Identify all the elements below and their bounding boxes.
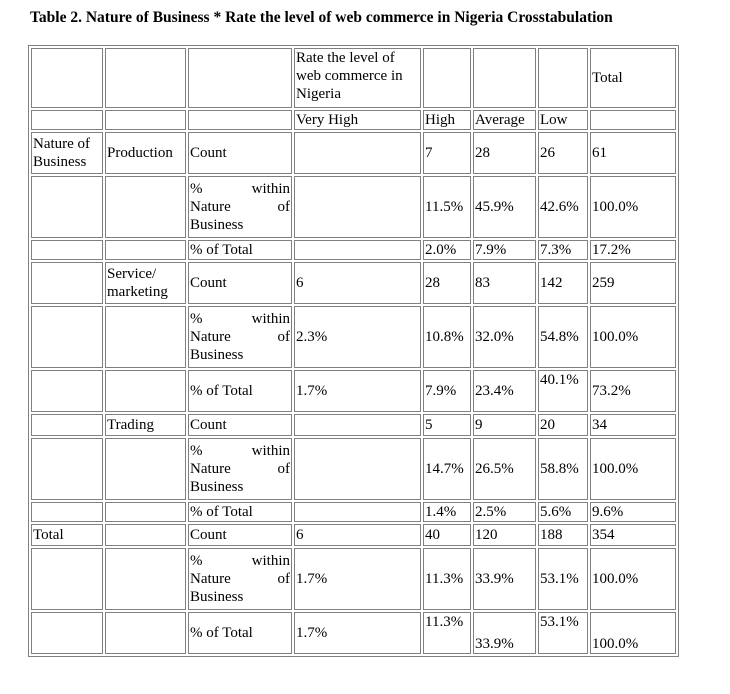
data-cell: 53.1% <box>538 612 588 654</box>
stat-label-line: Business <box>190 479 244 495</box>
table-row <box>31 524 676 546</box>
data-cell: 2.5% <box>473 502 536 522</box>
data-cell: 100.0% <box>590 612 676 654</box>
data-cell: 142 <box>538 262 588 304</box>
category-label <box>105 524 186 546</box>
stat-label-line: Nature of <box>190 199 290 215</box>
data-cell: 7.9% <box>473 240 536 260</box>
stat-label: % of Total <box>188 240 292 260</box>
data-cell: 28 <box>473 132 536 174</box>
stat-label-line: Nature of <box>190 329 290 345</box>
data-cell: 33.9% <box>473 612 536 654</box>
empty-cell <box>105 370 186 412</box>
empty-cell <box>105 176 186 238</box>
table-caption: Table 2. Nature of Business * Rate the level of web commerce in Nigeria Crosstabulation <box>30 9 613 26</box>
header-empty-cell <box>538 48 588 108</box>
data-cell: 17.2% <box>590 240 676 260</box>
data-cell: 40 <box>423 524 471 546</box>
data-cell <box>294 176 421 238</box>
data-cell: 28 <box>423 262 471 304</box>
data-cell: 40.1% <box>538 370 588 412</box>
data-cell: 5.6% <box>538 502 588 522</box>
data-cell: 1.7% <box>294 548 421 610</box>
stat-label-line: Nature of <box>190 571 290 587</box>
data-cell: 11.3% <box>423 548 471 610</box>
header-empty-cell <box>188 110 292 130</box>
empty-cell <box>105 502 186 522</box>
empty-cell <box>105 306 186 368</box>
level-low: Low <box>538 110 588 130</box>
stat-label-line: % within <box>190 311 290 327</box>
data-cell: 54.8% <box>538 306 588 368</box>
category-label: Production <box>105 132 186 174</box>
data-cell: 1.7% <box>294 612 421 654</box>
empty-cell <box>31 548 103 610</box>
stat-label <box>188 438 292 500</box>
stat-label <box>188 548 292 610</box>
header-empty-cell <box>105 48 186 108</box>
data-cell: 83 <box>473 262 536 304</box>
table-row <box>31 414 676 436</box>
header-empty-cell <box>31 110 103 130</box>
data-cell: 100.0% <box>590 548 676 610</box>
data-cell: 9.6% <box>590 502 676 522</box>
header-empty-cell <box>423 48 471 108</box>
data-cell <box>294 240 421 260</box>
table-row <box>31 240 676 260</box>
data-cell: 9 <box>473 414 536 436</box>
data-cell: 61 <box>590 132 676 174</box>
empty-cell <box>105 438 186 500</box>
data-cell: 259 <box>590 262 676 304</box>
stat-label: Count <box>188 524 292 546</box>
data-cell: 32.0% <box>473 306 536 368</box>
empty-cell <box>31 176 103 238</box>
data-cell: 100.0% <box>590 176 676 238</box>
crosstab-body <box>31 48 676 654</box>
empty-cell <box>31 502 103 522</box>
data-cell <box>294 438 421 500</box>
stat-label: % of Total <box>188 370 292 412</box>
category-label: Service/ marketing <box>105 262 186 304</box>
header-empty-cell <box>590 110 676 130</box>
data-cell: 5 <box>423 414 471 436</box>
data-cell: 14.7% <box>423 438 471 500</box>
data-cell: 42.6% <box>538 176 588 238</box>
data-cell: 10.8% <box>423 306 471 368</box>
stat-label: Count <box>188 262 292 304</box>
data-cell: 26 <box>538 132 588 174</box>
empty-cell <box>105 548 186 610</box>
data-cell: 11.3% <box>423 612 471 654</box>
stat-label-line: % within <box>190 443 290 459</box>
category-label: Trading <box>105 414 186 436</box>
stat-label-line: Business <box>190 347 244 363</box>
table-row <box>31 502 676 522</box>
data-cell: 34 <box>590 414 676 436</box>
row-group-label: Total <box>31 524 103 546</box>
crosstab-table <box>28 45 679 657</box>
data-cell <box>294 502 421 522</box>
data-cell: 11.5% <box>423 176 471 238</box>
level-very-high: Very High <box>294 110 421 130</box>
stat-label: Count <box>188 414 292 436</box>
total-header: Total <box>590 48 676 108</box>
data-cell: 33.9% <box>473 548 536 610</box>
data-cell: 20 <box>538 414 588 436</box>
data-cell <box>294 132 421 174</box>
level-header-row <box>31 110 676 130</box>
table-row <box>31 262 676 304</box>
data-cell <box>294 414 421 436</box>
data-cell: 354 <box>590 524 676 546</box>
data-cell: 7.9% <box>423 370 471 412</box>
stat-label: % of Total <box>188 612 292 654</box>
empty-cell <box>31 370 103 412</box>
data-cell: 120 <box>473 524 536 546</box>
level-average: Average <box>473 110 536 130</box>
table-row <box>31 176 676 238</box>
data-cell: 23.4% <box>473 370 536 412</box>
data-cell: 58.8% <box>538 438 588 500</box>
data-cell: 188 <box>538 524 588 546</box>
table-row <box>31 306 676 368</box>
table-row <box>31 548 676 610</box>
stat-label-line: Business <box>190 589 244 605</box>
empty-cell <box>31 414 103 436</box>
empty-cell <box>105 240 186 260</box>
stat-label: Count <box>188 132 292 174</box>
rate-header: Rate the level of web commerce in Nigeria <box>294 48 421 108</box>
stat-label <box>188 306 292 368</box>
table-row <box>31 370 676 412</box>
empty-cell <box>105 612 186 654</box>
stat-label <box>188 176 292 238</box>
data-cell: 6 <box>294 262 421 304</box>
data-cell: 7 <box>423 132 471 174</box>
header-empty-cell <box>473 48 536 108</box>
row-group-label: Nature of Business <box>31 132 103 174</box>
header-row <box>31 48 676 108</box>
data-cell: 53.1% <box>538 548 588 610</box>
level-high: High <box>423 110 471 130</box>
data-cell: 26.5% <box>473 438 536 500</box>
empty-cell <box>31 306 103 368</box>
data-cell: 6 <box>294 524 421 546</box>
table-row <box>31 438 676 500</box>
empty-cell <box>31 240 103 260</box>
data-cell: 7.3% <box>538 240 588 260</box>
data-cell: 2.3% <box>294 306 421 368</box>
header-empty-cell <box>31 48 103 108</box>
empty-cell <box>31 438 103 500</box>
data-cell: 100.0% <box>590 438 676 500</box>
table-row <box>31 132 676 174</box>
stat-label-line: % within <box>190 553 290 569</box>
data-cell: 100.0% <box>590 306 676 368</box>
data-cell: 1.4% <box>423 502 471 522</box>
stat-label: % of Total <box>188 502 292 522</box>
stat-label-line: Nature of <box>190 461 290 477</box>
header-empty-cell <box>105 110 186 130</box>
table-row <box>31 612 676 654</box>
data-cell: 45.9% <box>473 176 536 238</box>
empty-cell <box>31 612 103 654</box>
stat-label-line: % within <box>190 181 290 197</box>
header-empty-cell <box>188 48 292 108</box>
empty-cell <box>31 262 103 304</box>
data-cell: 1.7% <box>294 370 421 412</box>
data-cell: 2.0% <box>423 240 471 260</box>
stat-label-line: Business <box>190 217 244 233</box>
data-cell: 73.2% <box>590 370 676 412</box>
